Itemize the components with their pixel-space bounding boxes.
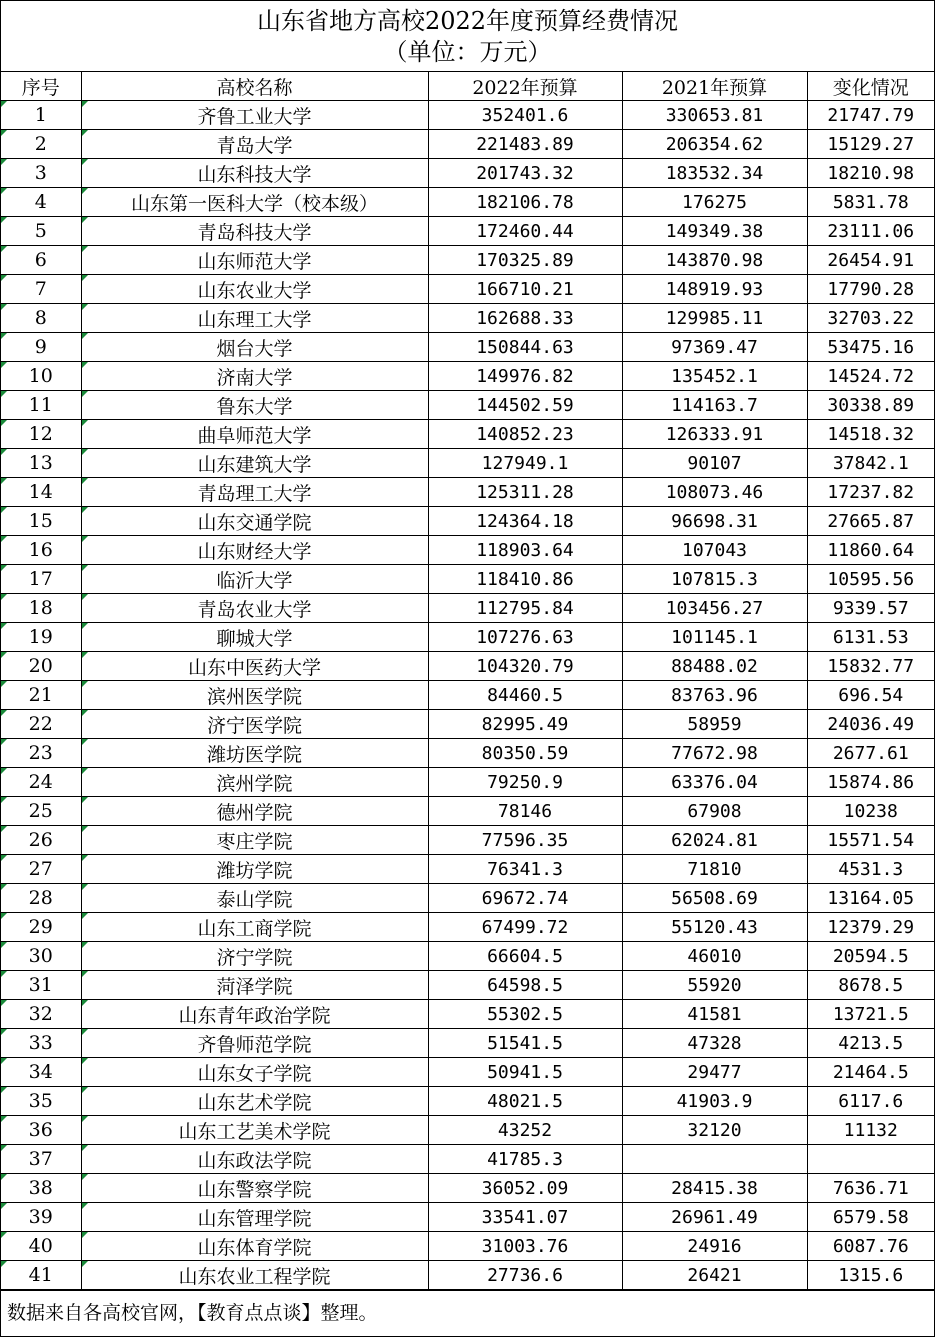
cell-index: 40 [1, 1232, 81, 1261]
cell-budget-2021: 26421 [622, 1261, 807, 1290]
cell-budget-2021: 83763.96 [622, 681, 807, 710]
cell-school-name: 青岛大学 [81, 130, 428, 159]
cell-change: 27665.87 [807, 507, 934, 536]
cell-budget-2022: 82995.49 [428, 710, 622, 739]
cell-school-name: 曲阜师范大学 [81, 420, 428, 449]
cell-school-name: 鲁东大学 [81, 391, 428, 420]
cell-school-name: 山东警察学院 [81, 1174, 428, 1203]
cell-school-name: 齐鲁师范学院 [81, 1029, 428, 1058]
cell-change: 9339.57 [807, 594, 934, 623]
cell-budget-2022: 144502.59 [428, 391, 622, 420]
table-row [1, 507, 934, 536]
cell-budget-2021: 56508.69 [622, 884, 807, 913]
cell-index: 17 [1, 565, 81, 594]
cell-change: 21747.79 [807, 101, 934, 130]
cell-change: 11132 [807, 1116, 934, 1145]
cell-school-name: 济宁医学院 [81, 710, 428, 739]
source-note: 数据来自各高校官网，【教育点点谈】整理。 [1, 1290, 934, 1335]
cell-school-name: 山东第一医科大学（校本级） [81, 188, 428, 217]
cell-budget-2022: 33541.07 [428, 1203, 622, 1232]
cell-index: 35 [1, 1087, 81, 1116]
cell-budget-2021: 41581 [622, 1000, 807, 1029]
table-row [1, 1261, 934, 1290]
cell-budget-2022: 64598.5 [428, 971, 622, 1000]
cell-budget-2022: 112795.84 [428, 594, 622, 623]
cell-school-name: 临沂大学 [81, 565, 428, 594]
cell-change: 15832.77 [807, 652, 934, 681]
cell-budget-2021: 62024.81 [622, 826, 807, 855]
cell-budget-2021: 77672.98 [622, 739, 807, 768]
cell-change: 10595.56 [807, 565, 934, 594]
cell-budget-2021: 107043 [622, 536, 807, 565]
table-row [1, 536, 934, 565]
cell-index: 12 [1, 420, 81, 449]
cell-school-name: 潍坊医学院 [81, 739, 428, 768]
cell-school-name: 山东交通学院 [81, 507, 428, 536]
cell-school-name: 山东农业大学 [81, 275, 428, 304]
table-body [1, 101, 934, 1290]
cell-school-name: 山东政法学院 [81, 1145, 428, 1174]
cell-change: 14524.72 [807, 362, 934, 391]
cell-school-name: 山东工艺美术学院 [81, 1116, 428, 1145]
cell-budget-2022: 124364.18 [428, 507, 622, 536]
table-row [1, 1058, 934, 1087]
cell-school-name: 山东女子学院 [81, 1058, 428, 1087]
table-row [1, 101, 934, 130]
cell-budget-2022: 170325.89 [428, 246, 622, 275]
cell-budget-2022: 66604.5 [428, 942, 622, 971]
cell-budget-2022: 150844.63 [428, 333, 622, 362]
cell-index: 18 [1, 594, 81, 623]
cell-change: 26454.91 [807, 246, 934, 275]
cell-budget-2022: 69672.74 [428, 884, 622, 913]
cell-index: 15 [1, 507, 81, 536]
cell-budget-2022: 43252 [428, 1116, 622, 1145]
cell-index: 11 [1, 391, 81, 420]
cell-school-name: 山东工商学院 [81, 913, 428, 942]
cell-school-name: 山东管理学院 [81, 1203, 428, 1232]
cell-budget-2021: 47328 [622, 1029, 807, 1058]
table-row [1, 333, 934, 362]
cell-index: 39 [1, 1203, 81, 1232]
cell-index: 29 [1, 913, 81, 942]
cell-school-name: 山东科技大学 [81, 159, 428, 188]
table-row [1, 1145, 934, 1174]
table-row [1, 1116, 934, 1145]
table-row [1, 855, 934, 884]
table-row [1, 275, 934, 304]
cell-index: 22 [1, 710, 81, 739]
cell-index: 27 [1, 855, 81, 884]
cell-budget-2022: 41785.3 [428, 1145, 622, 1174]
cell-index: 21 [1, 681, 81, 710]
title-line-main: 山东省地方高校2022年度预算经费情况 [256, 7, 679, 35]
cell-school-name: 菏泽学院 [81, 971, 428, 1000]
cell-budget-2022: 55302.5 [428, 1000, 622, 1029]
cell-change: 13721.5 [807, 1000, 934, 1029]
cell-change: 7636.71 [807, 1174, 934, 1203]
cell-change: 12379.29 [807, 913, 934, 942]
cell-change: 24036.49 [807, 710, 934, 739]
cell-change: 13164.05 [807, 884, 934, 913]
cell-budget-2022: 50941.5 [428, 1058, 622, 1087]
cell-index: 31 [1, 971, 81, 1000]
table-row [1, 623, 934, 652]
cell-change: 18210.98 [807, 159, 934, 188]
cell-change: 23111.06 [807, 217, 934, 246]
cell-change: 4213.5 [807, 1029, 934, 1058]
cell-school-name: 山东建筑大学 [81, 449, 428, 478]
cell-change: 15571.54 [807, 826, 934, 855]
cell-index: 24 [1, 768, 81, 797]
table-header-row [1, 72, 934, 101]
cell-budget-2021: 55920 [622, 971, 807, 1000]
cell-change: 6579.58 [807, 1203, 934, 1232]
cell-school-name: 德州学院 [81, 797, 428, 826]
table-row [1, 652, 934, 681]
cell-budget-2022: 84460.5 [428, 681, 622, 710]
cell-budget-2021: 129985.11 [622, 304, 807, 333]
table-row [1, 159, 934, 188]
header-change: 变化情况 [807, 72, 934, 101]
cell-index: 28 [1, 884, 81, 913]
cell-school-name: 滨州学院 [81, 768, 428, 797]
cell-budget-2021: 28415.38 [622, 1174, 807, 1203]
cell-school-name: 山东理工大学 [81, 304, 428, 333]
cell-change: 37842.1 [807, 449, 934, 478]
cell-index: 36 [1, 1116, 81, 1145]
cell-school-name: 青岛农业大学 [81, 594, 428, 623]
sheet-title [1, 1, 934, 72]
cell-budget-2022: 149976.82 [428, 362, 622, 391]
cell-budget-2021: 206354.62 [622, 130, 807, 159]
table-row [1, 188, 934, 217]
table-row [1, 739, 934, 768]
cell-index: 37 [1, 1145, 81, 1174]
cell-index: 4 [1, 188, 81, 217]
cell-change: 5831.78 [807, 188, 934, 217]
cell-index: 13 [1, 449, 81, 478]
cell-change: 10238 [807, 797, 934, 826]
cell-index: 38 [1, 1174, 81, 1203]
cell-budget-2022: 127949.1 [428, 449, 622, 478]
cell-change: 11860.64 [807, 536, 934, 565]
table-row [1, 362, 934, 391]
cell-school-name: 山东艺术学院 [81, 1087, 428, 1116]
cell-index: 32 [1, 1000, 81, 1029]
cell-budget-2022: 31003.76 [428, 1232, 622, 1261]
table-row [1, 130, 934, 159]
cell-budget-2021: 183532.34 [622, 159, 807, 188]
cell-budget-2021: 46010 [622, 942, 807, 971]
cell-budget-2022: 76341.3 [428, 855, 622, 884]
cell-budget-2022: 140852.23 [428, 420, 622, 449]
cell-change: 6087.76 [807, 1232, 934, 1261]
cell-school-name: 山东农业工程学院 [81, 1261, 428, 1290]
table-row [1, 246, 934, 275]
cell-budget-2022: 78146 [428, 797, 622, 826]
header-index: 序号 [1, 72, 81, 101]
cell-change: 6131.53 [807, 623, 934, 652]
cell-budget-2021: 176275 [622, 188, 807, 217]
cell-change: 20594.5 [807, 942, 934, 971]
cell-index: 19 [1, 623, 81, 652]
cell-budget-2021: 149349.38 [622, 217, 807, 246]
cell-budget-2022: 80350.59 [428, 739, 622, 768]
cell-budget-2022: 36052.09 [428, 1174, 622, 1203]
cell-school-name: 潍坊学院 [81, 855, 428, 884]
cell-index: 34 [1, 1058, 81, 1087]
cell-budget-2021: 41903.9 [622, 1087, 807, 1116]
cell-budget-2021: 55120.43 [622, 913, 807, 942]
table-row [1, 1232, 934, 1261]
table-row [1, 478, 934, 507]
cell-change: 17790.28 [807, 275, 934, 304]
cell-change: 21464.5 [807, 1058, 934, 1087]
cell-budget-2022: 118410.86 [428, 565, 622, 594]
cell-change: 2677.61 [807, 739, 934, 768]
cell-school-name: 烟台大学 [81, 333, 428, 362]
cell-change: 6117.6 [807, 1087, 934, 1116]
cell-index: 6 [1, 246, 81, 275]
table-row [1, 884, 934, 913]
cell-school-name: 济南大学 [81, 362, 428, 391]
cell-budget-2022: 201743.32 [428, 159, 622, 188]
cell-budget-2021: 97369.47 [622, 333, 807, 362]
table-row [1, 1087, 934, 1116]
cell-school-name: 济宁学院 [81, 942, 428, 971]
cell-school-name: 青岛理工大学 [81, 478, 428, 507]
cell-change: 32703.22 [807, 304, 934, 333]
cell-school-name: 滨州医学院 [81, 681, 428, 710]
cell-budget-2021: 126333.91 [622, 420, 807, 449]
cell-school-name: 山东体育学院 [81, 1232, 428, 1261]
cell-index: 41 [1, 1261, 81, 1290]
cell-change: 696.54 [807, 681, 934, 710]
cell-index: 23 [1, 739, 81, 768]
cell-change: 1315.6 [807, 1261, 934, 1290]
cell-change [807, 1145, 934, 1174]
cell-school-name: 山东青年政治学院 [81, 1000, 428, 1029]
header-school-name: 高校名称 [81, 72, 428, 101]
cell-budget-2021: 32120 [622, 1116, 807, 1145]
cell-school-name: 山东师范大学 [81, 246, 428, 275]
table-row [1, 391, 934, 420]
table-row [1, 217, 934, 246]
cell-change: 4531.3 [807, 855, 934, 884]
cell-index: 25 [1, 797, 81, 826]
header-budget-2021: 2021年预算 [622, 72, 807, 101]
cell-budget-2021: 330653.81 [622, 101, 807, 130]
cell-budget-2021: 29477 [622, 1058, 807, 1087]
table-row [1, 797, 934, 826]
title-line-unit: （单位：万元） [383, 38, 552, 66]
table-row [1, 826, 934, 855]
cell-change: 14518.32 [807, 420, 934, 449]
cell-index: 7 [1, 275, 81, 304]
table-row [1, 449, 934, 478]
cell-change: 30338.89 [807, 391, 934, 420]
table-row [1, 1174, 934, 1203]
table-row [1, 565, 934, 594]
cell-change: 15874.86 [807, 768, 934, 797]
cell-budget-2022: 67499.72 [428, 913, 622, 942]
cell-index: 26 [1, 826, 81, 855]
table-row [1, 1000, 934, 1029]
cell-budget-2021: 63376.04 [622, 768, 807, 797]
table-row [1, 681, 934, 710]
cell-index: 2 [1, 130, 81, 159]
cell-budget-2022: 118903.64 [428, 536, 622, 565]
cell-budget-2022: 104320.79 [428, 652, 622, 681]
cell-budget-2021: 143870.98 [622, 246, 807, 275]
cell-index: 9 [1, 333, 81, 362]
table-row [1, 971, 934, 1000]
cell-budget-2022: 48021.5 [428, 1087, 622, 1116]
cell-budget-2022: 166710.21 [428, 275, 622, 304]
cell-budget-2022: 352401.6 [428, 101, 622, 130]
table-row [1, 768, 934, 797]
header-budget-2022: 2022年预算 [428, 72, 622, 101]
cell-index: 1 [1, 101, 81, 130]
cell-budget-2021: 101145.1 [622, 623, 807, 652]
cell-budget-2021: 24916 [622, 1232, 807, 1261]
cell-change: 15129.27 [807, 130, 934, 159]
cell-budget-2022: 79250.9 [428, 768, 622, 797]
table-row [1, 594, 934, 623]
cell-index: 10 [1, 362, 81, 391]
table-row [1, 1203, 934, 1232]
cell-budget-2021: 107815.3 [622, 565, 807, 594]
cell-budget-2021 [622, 1145, 807, 1174]
cell-school-name: 泰山学院 [81, 884, 428, 913]
cell-change: 8678.5 [807, 971, 934, 1000]
cell-index: 30 [1, 942, 81, 971]
cell-budget-2021: 58959 [622, 710, 807, 739]
cell-budget-2021: 88488.02 [622, 652, 807, 681]
cell-budget-2021: 103456.27 [622, 594, 807, 623]
cell-budget-2021: 26961.49 [622, 1203, 807, 1232]
cell-school-name: 齐鲁工业大学 [81, 101, 428, 130]
cell-school-name: 枣庄学院 [81, 826, 428, 855]
cell-index: 14 [1, 478, 81, 507]
cell-budget-2022: 27736.6 [428, 1261, 622, 1290]
table-row [1, 913, 934, 942]
table-row [1, 304, 934, 333]
cell-index: 20 [1, 652, 81, 681]
cell-budget-2022: 172460.44 [428, 217, 622, 246]
cell-budget-2021: 148919.93 [622, 275, 807, 304]
budget-table [1, 72, 934, 1290]
cell-budget-2021: 71810 [622, 855, 807, 884]
cell-index: 16 [1, 536, 81, 565]
cell-budget-2022: 221483.89 [428, 130, 622, 159]
cell-index: 3 [1, 159, 81, 188]
cell-budget-2022: 77596.35 [428, 826, 622, 855]
cell-school-name: 青岛科技大学 [81, 217, 428, 246]
cell-budget-2022: 51541.5 [428, 1029, 622, 1058]
cell-budget-2021: 108073.46 [622, 478, 807, 507]
cell-budget-2021: 114163.7 [622, 391, 807, 420]
cell-school-name: 山东财经大学 [81, 536, 428, 565]
table-row [1, 942, 934, 971]
table-row [1, 420, 934, 449]
table-row [1, 1029, 934, 1058]
cell-change: 53475.16 [807, 333, 934, 362]
cell-budget-2021: 67908 [622, 797, 807, 826]
cell-school-name: 山东中医药大学 [81, 652, 428, 681]
cell-budget-2021: 90107 [622, 449, 807, 478]
cell-school-name: 聊城大学 [81, 623, 428, 652]
cell-budget-2021: 135452.1 [622, 362, 807, 391]
cell-budget-2021: 96698.31 [622, 507, 807, 536]
cell-budget-2022: 162688.33 [428, 304, 622, 333]
cell-index: 33 [1, 1029, 81, 1058]
cell-budget-2022: 125311.28 [428, 478, 622, 507]
cell-change: 17237.82 [807, 478, 934, 507]
cell-index: 5 [1, 217, 81, 246]
cell-budget-2022: 182106.78 [428, 188, 622, 217]
cell-index: 8 [1, 304, 81, 333]
table-row [1, 710, 934, 739]
cell-budget-2022: 107276.63 [428, 623, 622, 652]
